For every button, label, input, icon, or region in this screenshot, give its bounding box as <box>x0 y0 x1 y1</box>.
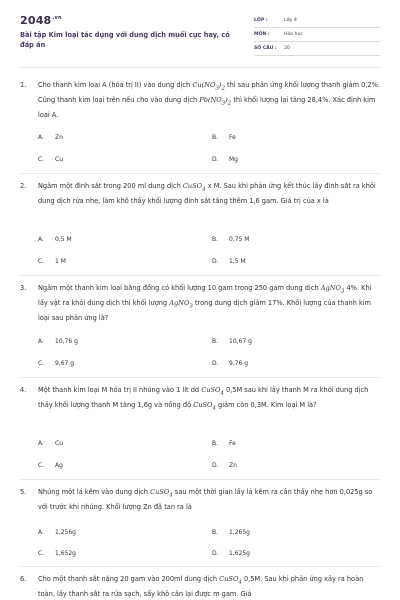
option-value: 1,265g <box>229 529 250 536</box>
question-divider <box>20 173 380 174</box>
option-value: Fe <box>229 134 236 141</box>
question-4 <box>20 385 380 425</box>
option-letter: A. <box>38 440 44 447</box>
page-title: Bài tập Kim loại tác dụng với dung dịch muối cực hay, có đáp án <box>20 31 230 49</box>
option-value: Ag <box>55 462 63 469</box>
meta-class-key: LỚP : <box>254 18 268 23</box>
question-divider <box>20 479 380 480</box>
option-letter: B. <box>212 440 219 447</box>
option-letter: C. <box>38 550 45 557</box>
question-text: Một thanh kim loại M hóa trị II nhúng vào 1 lít dd CuSO$_4$ 0,5M sau khi lấy thanh M ra khỏi dung dịch thấy khối lượng thanh M tăng 1,6g và nồng độ CuSO$_4$ giảm còn 0,3M. Kim loại M là? <box>38 386 369 412</box>
question-text: Ngâm một đinh sắt trong 200 ml dung dịch CuSO$_4$ x M. Sau khi phản ứng kết thúc lấy đinh sắt ra khỏi dung dịch rửa nhẹ, làm khô thấy khối lượng đinh sắt tăng thêm 1,6 gam. Giá trị của x là <box>38 182 376 205</box>
page-header <box>0 0 400 66</box>
option-letter: D. <box>212 360 219 367</box>
question-number: 3. <box>20 284 27 292</box>
option-letter: A. <box>38 134 44 141</box>
meta-class-row <box>254 15 380 28</box>
question-text: Cho thanh kim loại A (hóa trị II) vào dung dịch $Cu(NO_3)_2$ thì sau phản ứng khối lượng thanh giảm 0,2%. Cũng thanh kim loại trên nếu cho vào dung dịch $Pb(NO_3)_2$ thì khối lượng lại tăng 28,4%. Xác định kim loại A. <box>38 81 380 119</box>
option-value: 0,5 M <box>55 236 72 243</box>
option-letter: B. <box>212 134 219 141</box>
header-divider <box>20 67 380 68</box>
question-number: 1. <box>20 81 27 89</box>
option-letter: A. <box>38 529 44 536</box>
option-value: 0,75 M <box>229 236 250 243</box>
option-value: Zn <box>55 134 63 141</box>
meta-subject-row <box>254 29 380 42</box>
option-letter: C. <box>38 258 45 265</box>
meta-count-value: 20 <box>284 46 290 51</box>
meta-subject-key: MÔN : <box>254 32 270 37</box>
option-letter: D. <box>212 462 219 469</box>
option-letter: D. <box>212 550 219 557</box>
meta-count-key: SỐ CÂU : <box>254 46 277 51</box>
question-3 <box>20 283 380 323</box>
option-value: 9,76 g <box>229 360 249 367</box>
question-5 <box>20 487 380 515</box>
option-letter: C. <box>38 462 45 469</box>
question-divider <box>20 566 380 567</box>
question-text: Nhúng một lá kẽm vào dung dịch CuSO$_4$ sau một thời gian lấy lá kẽm ra cân thấy nhẹ hơn 0,025g so với trước khi nhúng. Khối lượng Zn đã tan ra là <box>38 488 373 511</box>
question-text: Cho một thanh sắt nặng 20 gam vào 200ml dung dịch CuSO$_4$ 0,5M. Sau khi phản ứng xảy ra hoàn toàn, lấy thanh sắt ra rửa sạch, sấy khô cân lại được m gam. Giá <box>38 575 364 598</box>
question-number: 5. <box>20 488 27 496</box>
option-value: 1,625g <box>229 550 250 557</box>
logo-suffix: .vn <box>52 15 62 22</box>
option-value: 10,67 g <box>229 338 252 345</box>
site-logo[interactable] <box>20 14 62 27</box>
option-value: 9,67 g <box>55 360 75 367</box>
option-letter: A. <box>38 338 44 345</box>
option-value: Fe <box>229 440 236 447</box>
question-divider <box>20 275 380 276</box>
option-letter: D. <box>212 156 219 163</box>
meta-class-value: Lớp 9 <box>284 18 297 23</box>
option-letter: C. <box>38 156 45 163</box>
option-value: Cu <box>55 440 63 447</box>
option-value: 1 M <box>55 258 66 265</box>
question-text: Ngâm một thanh kim loại bằng đồng có khối lượng 10 gam trong 250 gam dung dịch AgNO$_3$ 4%. Khi lấy vật ra khỏi dung dịch thì khối lượng AgNO$_3$ trong dung dịch giảm 17%. Khối lượng của thanh kim loại sau phản ứng là? <box>38 284 372 322</box>
option-letter: D. <box>212 258 219 265</box>
option-value: Cu <box>55 156 63 163</box>
option-value: 1,652g <box>55 550 76 557</box>
question-number: 6. <box>20 575 27 583</box>
option-value: Mg <box>229 156 238 163</box>
option-letter: B. <box>212 236 219 243</box>
option-letter: B. <box>212 338 219 345</box>
option-value: 1,256g <box>55 529 76 536</box>
question-number: 4. <box>20 386 27 394</box>
option-letter: C. <box>38 360 45 367</box>
option-value: 10,76 g <box>55 338 78 345</box>
question-divider <box>20 377 380 378</box>
meta-count-row <box>254 43 380 56</box>
logo-text: 2048 <box>20 14 52 27</box>
option-letter: A. <box>38 236 44 243</box>
option-value: 1,5 M <box>229 258 246 265</box>
question-1 <box>20 80 380 120</box>
option-value: Zn <box>229 462 237 469</box>
question-6 <box>20 574 380 600</box>
question-number: 2. <box>20 182 27 190</box>
option-letter: B. <box>212 529 219 536</box>
meta-subject-value: Hóa học <box>284 32 303 37</box>
question-2 <box>20 181 380 221</box>
